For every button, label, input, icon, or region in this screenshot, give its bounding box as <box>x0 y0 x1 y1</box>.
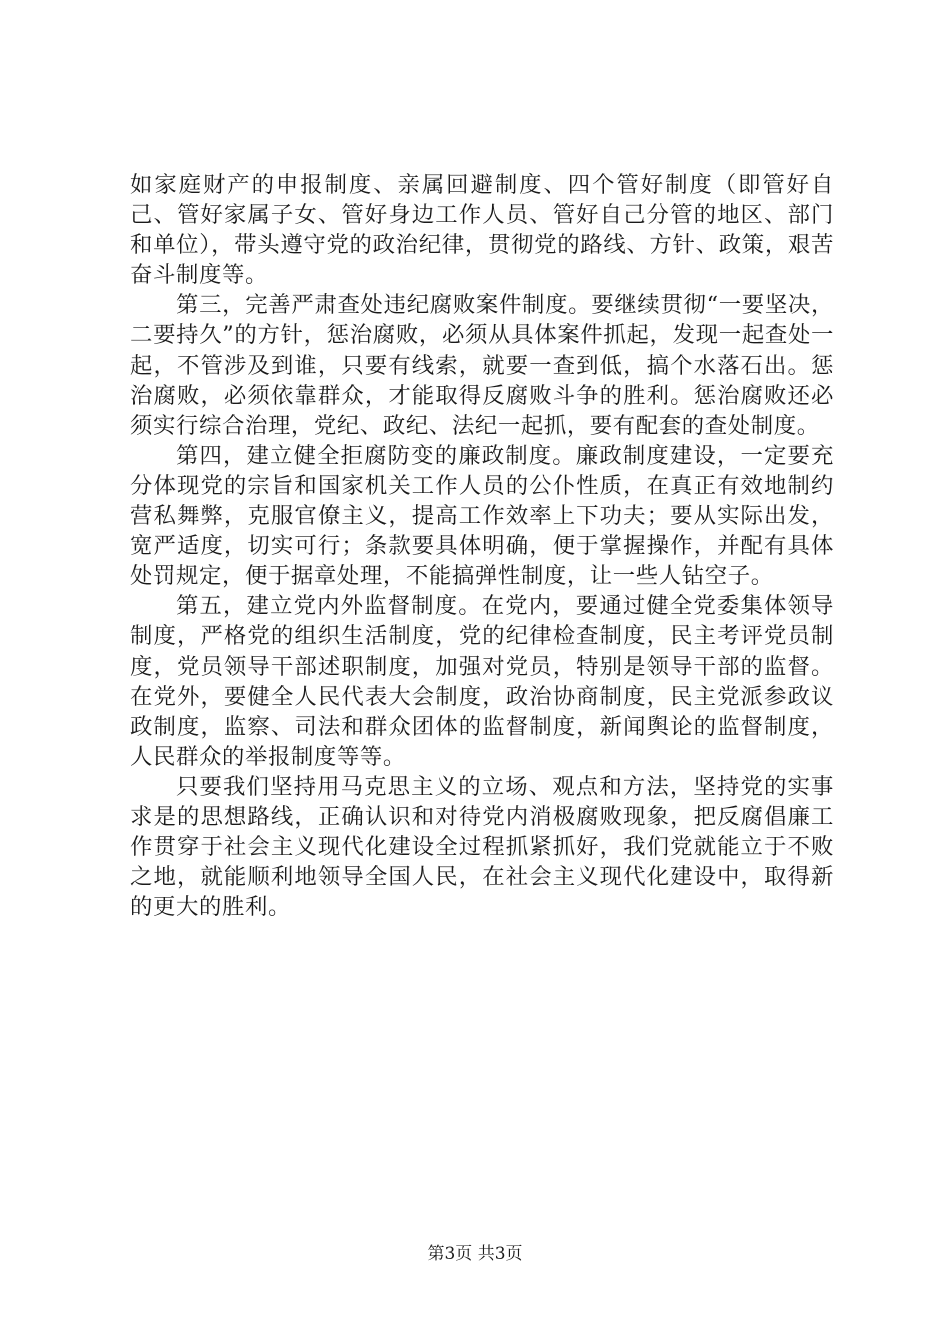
paragraph-third-point: 第三，完善严肃查处违纪腐败案件制度。要继续贯彻“一要坚决，二要持久”的方针，惩治腐败，必须从具体案件抓起，发现一起查处一起，不管涉及到谁，只要有线索，就要一查到低，搞个水落石出。惩治腐败，必须依靠群众，才能取得反腐败斗争的胜利。惩治腐败还必须实行综合治理，党纪、政纪、法纪一起抓，要有配套的查处制度。 <box>130 292 834 439</box>
paragraph-fourth-point: 第四，建立健全拒腐防变的廉政制度。廉政制度建设，一定要充分体现党的宗旨和国家机关工作人员的公仆性质，在真正有效地制约营私舞弊，克服官僚主义，提高工作效率上下功夫；要从实际出发，宽严适度，切实可行；条款要具体明确，便于掌握操作，并配有具体处罚规定，便于据章处理，不能搞弹性制度，让一些人钻空子。 <box>130 442 834 590</box>
paragraph-fifth-point: 第五，建立党内外监督制度。在党内，要通过健全党委集体领导制度，严格党的组织生活制度，党的纪律检查制度，民主考评党员制度，党员领导干部述职制度，加强对党员，特别是领导干部的监督。在党外，要健全人民代表大会制度，政治协商制度，民主党派参政议政制度，监察、司法和群众团体的监督制度，新闻舆论的监督制度，人民群众的举报制度等等。 <box>130 593 834 770</box>
paragraph-continuation: 如家庭财产的申报制度、亲属回避制度、四个管好制度（即管好自己、管好家属子女、管好身边工作人员、管好自己分管的地区、部门和单位），带头遵守党的政治纪律，贯彻党的路线、方针、政策，艰苦奋斗制度等。 <box>130 172 834 289</box>
document-body <box>130 170 834 922</box>
page-number-footer: 第3页 共3页 <box>427 1244 523 1264</box>
paragraph-conclusion: 只要我们坚持用马克思主义的立场、观点和方法，坚持党的实事求是的思想路线，正确认识和对待党内消极腐败现象，把反腐倡廉工作贯穿于社会主义现代化建设全过程抓紧抓好，我们党就能立于不败之地，就能顺利地领导全国人民，在社会主义现代化建设中，取得新的更大的胜利。 <box>130 773 834 921</box>
